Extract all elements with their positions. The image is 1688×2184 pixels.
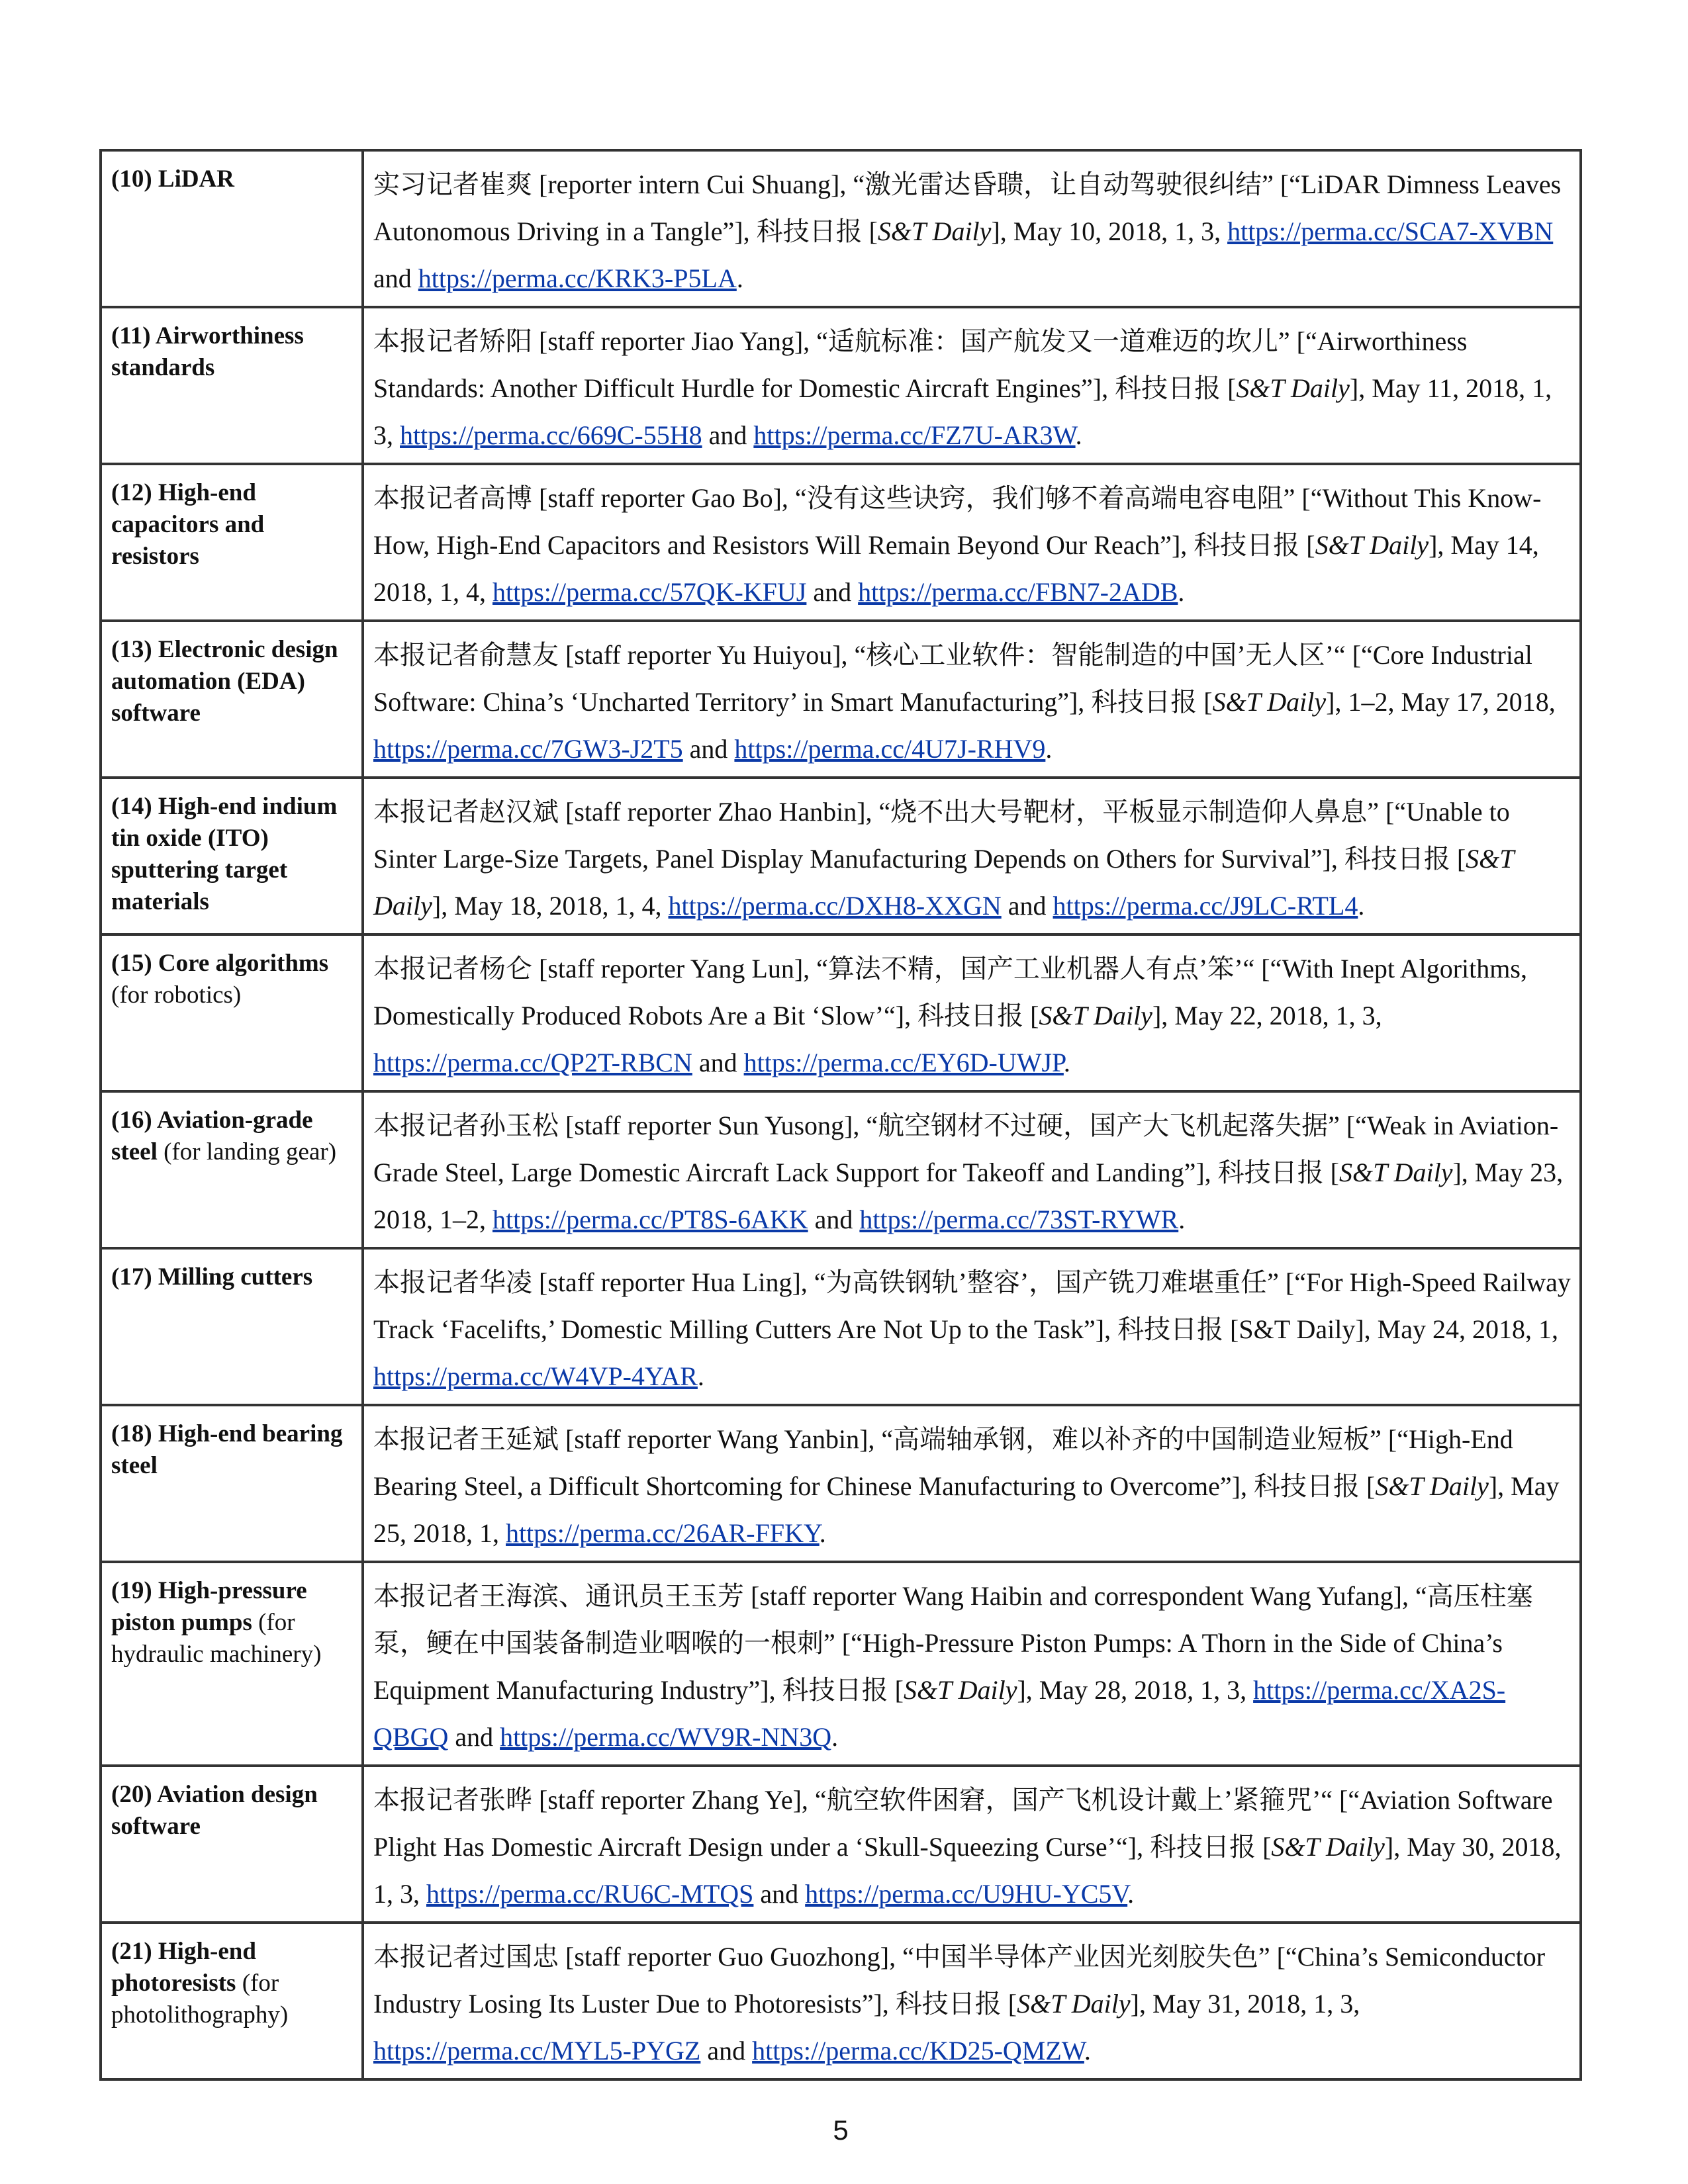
citation xyxy=(363,1562,1581,1766)
citation-text: 实习记者崔爽 [reporter intern Cui Shuang], “激光雷达昏聩，让自动驾驶很纠结” [“LiDAR Dimness Leaves Autonomous Driving in a Tangle”], 科技日报 [ xyxy=(373,169,1562,246)
citation-text: . xyxy=(1075,420,1082,450)
perma-link[interactable]: https://perma.cc/73ST-RYWR xyxy=(859,1205,1179,1234)
publication-name: S&T Daily xyxy=(1271,1832,1385,1862)
citation xyxy=(363,1248,1581,1405)
citation-text: and xyxy=(1001,891,1053,921)
table-row xyxy=(101,1923,1581,2079)
citation-text: ], May 10, 2018, 1, 3, xyxy=(991,216,1228,246)
citation-text: 本报记者高博 [staff reporter Gao Bo], “没有这些诀窍，我们够不着高端电容电阻” [“Without This Know-How, High-End Capacitors and Resistors Will Remain Beyond Our Reach”], 科技日报 [ xyxy=(373,483,1542,560)
citation-text: ], May 18, 2018, 1, 4, xyxy=(432,891,669,921)
citation-text: . xyxy=(1063,1048,1070,1077)
citation-text: and xyxy=(753,1879,806,1909)
perma-link[interactable]: https://perma.cc/7GW3-J2T5 xyxy=(373,734,683,764)
page-content xyxy=(99,149,1582,2147)
citation-text: 本报记者矫阳 [staff reporter Jiao Yang], “适航标准：国产航发又一道难迈的坎儿” [“Airworthiness Standards: Another Difficult Hurdle for Domestic Aircraft Engines”], 科技日报 [ xyxy=(373,326,1468,403)
citation-text: 本报记者王海滨、通讯员王玉芳 [staff reporter Wang Haibin and correspondent Wang Yufang], “高压柱塞泵，鲠在中国装备制造业咽喉的一根刺” [“High-Pressure Piston Pumps: A Thorn in the Side of China’s Equipment Manufacturing Industry”], 科技日报 [ xyxy=(373,1581,1533,1705)
technology-name: (10) LiDAR xyxy=(111,165,235,193)
publication-name: S&T Daily xyxy=(1039,1001,1152,1030)
citation-text: . xyxy=(1178,577,1185,607)
perma-link[interactable]: https://perma.cc/RU6C-MTQS xyxy=(426,1879,754,1909)
technology-label xyxy=(101,1248,363,1405)
citation-text: ], May 11, 2018, 1, 3, xyxy=(373,373,1552,450)
technology-name: (19) High-pressure piston pumps xyxy=(111,1577,307,1636)
technology-name: (12) High-end capacitors and resistors xyxy=(111,479,265,570)
perma-link[interactable]: https://perma.cc/W4VP-4YAR xyxy=(373,1361,698,1391)
citation-text: ], May 14, 2018, 1, 4, xyxy=(373,530,1539,607)
table-row xyxy=(101,934,1581,1091)
table-row xyxy=(101,464,1581,621)
citation-text: and xyxy=(808,1205,860,1234)
perma-link[interactable]: https://perma.cc/669C-55H8 xyxy=(400,420,702,450)
citation-text: 本报记者孙玉松 [staff reporter Sun Yusong], “航空钢材不过硬，国产大飞机起落失据” [“Weak in Aviation-Grade Steel, Large Domestic Aircraft Lack Support for Takeoff and Landing”], 科技日报 [ xyxy=(373,1111,1559,1187)
perma-link[interactable]: https://perma.cc/U9HU-YC5V xyxy=(805,1879,1128,1909)
perma-link[interactable]: https://perma.cc/XA2S-QBGQ xyxy=(373,1675,1506,1752)
technology-label xyxy=(101,1923,363,2079)
perma-link[interactable]: https://perma.cc/KD25-QMZW xyxy=(752,2036,1084,2066)
table-row xyxy=(101,1405,1581,1562)
publication-name: S&T Daily xyxy=(1338,1158,1453,1187)
citation-text: . xyxy=(819,1518,826,1548)
citation xyxy=(363,1405,1581,1562)
technology-label xyxy=(101,1091,363,1248)
technology-name: (18) High-end bearing steel xyxy=(111,1420,343,1479)
perma-link[interactable]: https://perma.cc/DXH8-XXGN xyxy=(668,891,1002,921)
citation-text: and xyxy=(700,2036,753,2066)
citation-text: 本报记者俞慧友 [staff reporter Yu Huiyou], “核心工业软件：智能制造的中国’无人区’“ [“Core Industrial Software: China’s ‘Uncharted Territory’ in Smart Manufacturing”], 科技日报 [ xyxy=(373,640,1532,717)
citation xyxy=(363,1923,1581,2079)
technology-label xyxy=(101,150,363,307)
technology-note: (for robotics) xyxy=(111,981,242,1009)
citation-text: . xyxy=(1358,891,1365,921)
citation xyxy=(363,307,1581,464)
perma-link[interactable]: https://perma.cc/57QK-KFUJ xyxy=(492,577,807,607)
perma-link[interactable]: https://perma.cc/26AR-FFKY xyxy=(506,1518,820,1548)
publication-name: S&T Daily xyxy=(1212,687,1327,717)
technology-name: (13) Electronic design automation (EDA) software xyxy=(111,636,338,727)
publication-name: S&T Daily xyxy=(877,216,992,246)
publication-name: S&T Daily xyxy=(1017,1989,1131,2019)
perma-link[interactable]: https://perma.cc/J9LC-RTL4 xyxy=(1053,891,1358,921)
technology-label xyxy=(101,778,363,934)
citation-text: and xyxy=(448,1722,500,1752)
citation-table xyxy=(99,149,1582,2081)
publication-name: S&T Daily xyxy=(1375,1471,1489,1501)
publication-name: S&T Daily xyxy=(1315,530,1429,560)
perma-link[interactable]: https://perma.cc/EY6D-UWJP xyxy=(743,1048,1064,1077)
page-number: 5 xyxy=(833,2115,849,2146)
technology-name: (20) Aviation design software xyxy=(111,1781,318,1840)
table-row xyxy=(101,1562,1581,1766)
citation-text: 本报记者张晔 [staff reporter Zhang Ye], “航空软件困窘，国产飞机设计戴上’紧箍咒’“ [“Aviation Software Plight Has Domestic Aircraft Design under a ‘Skull-Squeezing Curse’“], 科技日报 [ xyxy=(373,1785,1553,1862)
citation xyxy=(363,464,1581,621)
publication-name: S&T Daily xyxy=(903,1675,1017,1705)
technology-note: (for photolithography) xyxy=(111,1970,289,2028)
citation-text: ], May 28, 2018, 1, 3, xyxy=(1017,1675,1254,1705)
table-row xyxy=(101,1248,1581,1405)
perma-link[interactable]: https://perma.cc/PT8S-6AKK xyxy=(492,1205,808,1234)
perma-link[interactable]: https://perma.cc/FZ7U-AR3W xyxy=(753,420,1076,450)
perma-link[interactable]: https://perma.cc/WV9R-NN3Q xyxy=(500,1722,832,1752)
citation-text: 本报记者华凌 [staff reporter Hua Ling], “为高铁钢轨’整容’，国产铣刀难堪重任” [“For High-Speed Railway Track ‘Facelifts,’ Domestic Milling Cutters Are Not Up to the Task”], 科技日报 [S&T Daily], May 24, 2018, 1, xyxy=(373,1267,1571,1344)
table-row xyxy=(101,621,1581,778)
citation xyxy=(363,1091,1581,1248)
table-row xyxy=(101,150,1581,307)
citation-text: ], May 22, 2018, 1, 3, xyxy=(1152,1001,1382,1030)
citation-text: and xyxy=(806,577,859,607)
technology-note: (for landing gear) xyxy=(157,1138,337,1165)
technology-label xyxy=(101,1405,363,1562)
table-row xyxy=(101,778,1581,934)
citation-text: . xyxy=(1127,1879,1135,1909)
citation xyxy=(363,621,1581,778)
citation-text: ], May 23, 2018, 1–2, xyxy=(373,1158,1564,1234)
technology-name: (15) Core algorithms xyxy=(111,950,329,977)
table-row xyxy=(101,1766,1581,1923)
citation-text: . xyxy=(1178,1205,1186,1234)
citation-text: 本报记者赵汉斌 [staff reporter Zhao Hanbin], “烧不出大号靶材，平板显示制造仰人鼻息” [“Unable to Sinter Large-Size Targets, Panel Display Manufacturing Depends on Others for Survival”], 科技日报 [ xyxy=(373,797,1510,874)
publication-name: S&T Daily xyxy=(1236,373,1350,403)
citation-text: . xyxy=(1045,734,1053,764)
citation-text: . xyxy=(736,263,743,293)
technology-label xyxy=(101,621,363,778)
citation xyxy=(363,150,1581,307)
technology-label xyxy=(101,307,363,464)
perma-link[interactable]: https://perma.cc/QP2T-RBCN xyxy=(373,1048,692,1077)
technology-name: (11) Airworthiness standards xyxy=(111,322,304,381)
citation-text: ], May 25, 2018, 1, xyxy=(373,1471,1560,1548)
technology-label xyxy=(101,1766,363,1923)
citation xyxy=(363,778,1581,934)
publication-name: S&T Daily xyxy=(373,844,1514,921)
citation xyxy=(363,1766,1581,1923)
citation xyxy=(363,934,1581,1091)
technology-name: (16) Aviation-grade steel xyxy=(111,1107,313,1165)
technology-name: (21) High-end photoresists xyxy=(111,1938,256,1997)
technology-note: (for hydraulic machinery) xyxy=(111,1609,322,1668)
citation-text: and xyxy=(702,420,754,450)
citation-text: . xyxy=(697,1361,704,1391)
citation-text: 本报记者过国忠 [staff reporter Guo Guozhong], “中国半导体产业因光刻胶失色” [“China’s Semiconductor Industry Losing Its Luster Due to Photoresists”], 科技日报 [ xyxy=(373,1942,1546,2019)
perma-link[interactable]: https://perma.cc/SCA7-XVBN xyxy=(1227,216,1554,246)
technology-label xyxy=(101,1562,363,1766)
citation-text: 本报记者王延斌 [staff reporter Wang Yanbin], “高端轴承钢，难以补齐的中国制造业短板” [“High-End Bearing Steel, a Difficult Shortcoming for Chinese Manufacturing to Overcome”], 科技日报 [ xyxy=(373,1424,1513,1501)
technology-label xyxy=(101,464,363,621)
perma-link[interactable]: https://perma.cc/KRK3-P5LA xyxy=(418,263,737,293)
technology-label xyxy=(101,934,363,1091)
technology-name: (17) Milling cutters xyxy=(111,1263,313,1291)
technology-name: (14) High-end indium tin oxide (ITO) sputtering target materials xyxy=(111,793,338,915)
table-row xyxy=(101,1091,1581,1248)
table-row xyxy=(101,307,1581,464)
citation-text: and xyxy=(373,263,418,293)
perma-link[interactable]: https://perma.cc/FBN7-2ADB xyxy=(858,577,1178,607)
citation-text: 本报记者杨仑 [staff reporter Yang Lun], “算法不精，国产工业机器人有点’笨’“ [“With Inept Algorithms, Domestically Produced Robots Are a Bit ‘Slow’“], 科技日报 [ xyxy=(373,954,1527,1030)
perma-link[interactable]: https://perma.cc/4U7J-RHV9 xyxy=(734,734,1046,764)
citation-text: ], 1–2, May 17, 2018, xyxy=(1326,687,1556,717)
perma-link[interactable]: https://perma.cc/MYL5-PYGZ xyxy=(373,2036,701,2066)
citation-text: ], May 30, 2018, 1, 3, xyxy=(373,1832,1562,1909)
citation-text: . xyxy=(1084,2036,1091,2066)
citation-text: and xyxy=(692,1048,744,1077)
citation-text: . xyxy=(831,1722,839,1752)
citation-text: and xyxy=(682,734,735,764)
citation-text: ], May 31, 2018, 1, 3, xyxy=(1130,1989,1360,2019)
